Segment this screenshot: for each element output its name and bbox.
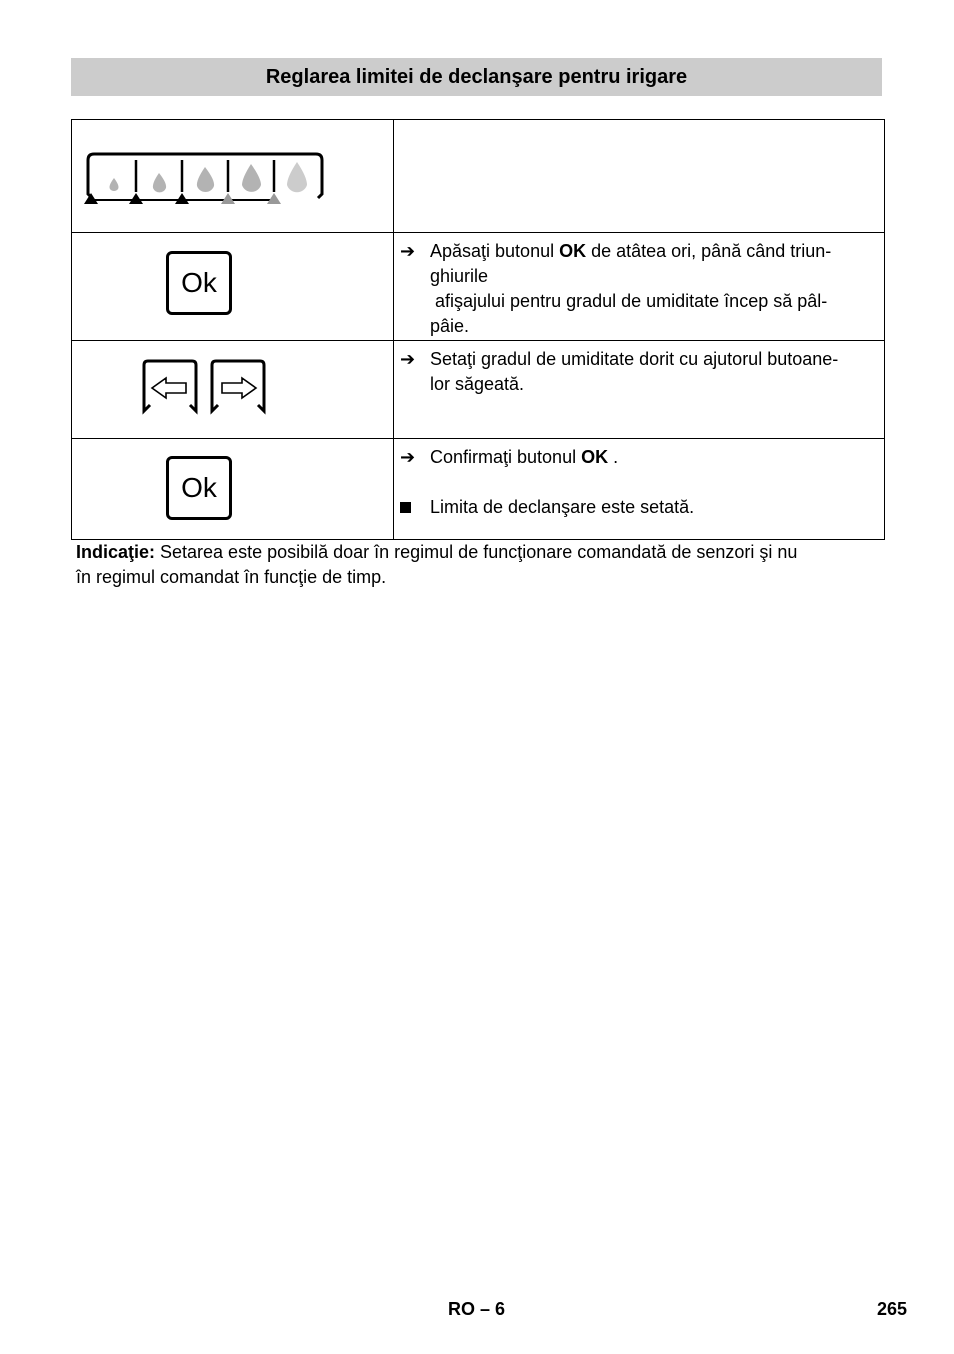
step-description-cell bbox=[394, 439, 885, 540]
section-heading: Reglarea limitei de declanşare pentru irigare bbox=[71, 58, 882, 96]
empty-description-cell bbox=[394, 120, 885, 233]
level-marker-icon bbox=[84, 193, 98, 204]
step-line: ➔ Confirmaţi butonul OK . bbox=[400, 445, 880, 470]
level-marker-icon bbox=[267, 193, 281, 204]
drop-icon bbox=[110, 178, 119, 191]
ok-key-cell bbox=[72, 439, 394, 540]
right-arrow-button-icon bbox=[210, 359, 266, 417]
step-line: afişajului pentru gradul de umiditate încep să pâl- bbox=[430, 291, 828, 311]
ok-button-icon: Ok bbox=[166, 251, 232, 315]
table-row bbox=[72, 341, 885, 439]
level-marker-icon bbox=[129, 193, 143, 204]
table-row bbox=[72, 120, 885, 233]
step-line: ➔ Setaţi gradul de umiditate dorit cu ajutorul butoane- bbox=[400, 347, 880, 372]
section-page-label: RO – 6 bbox=[448, 1299, 506, 1319]
step-line: lor săgeată. bbox=[430, 374, 525, 394]
drop-icon bbox=[153, 173, 166, 192]
step-description-cell bbox=[394, 233, 885, 341]
step-line: ghiurile bbox=[430, 266, 489, 286]
step-line: pâie. bbox=[430, 316, 470, 336]
note-label: Indicaţie: bbox=[76, 542, 156, 562]
note-text-continued: în regimul comandat în funcţie de timp. bbox=[76, 567, 387, 587]
step-line: ➔ Apăsaţi butonul OK de atâtea ori, până când triun- bbox=[400, 239, 880, 264]
arrow-bullet-icon: ➔ bbox=[400, 241, 416, 261]
display-icon-cell bbox=[72, 120, 394, 233]
arrow-bullet-icon: ➔ bbox=[400, 447, 416, 467]
drop-icon bbox=[242, 164, 261, 192]
instruction-table bbox=[71, 119, 885, 540]
square-bullet-icon bbox=[400, 502, 411, 513]
note-paragraph bbox=[76, 540, 888, 590]
arrow-keys-cell bbox=[72, 341, 394, 439]
ok-key-cell bbox=[72, 233, 394, 341]
table-row bbox=[72, 439, 885, 540]
level-marker-icon bbox=[221, 193, 235, 204]
table-row bbox=[72, 233, 885, 341]
left-arrow-button-icon bbox=[142, 359, 198, 417]
ok-button-icon: Ok bbox=[166, 456, 232, 520]
step-description-cell bbox=[394, 341, 885, 439]
humidity-display-icon bbox=[72, 120, 393, 227]
drop-icon bbox=[287, 162, 307, 192]
note-text: Setarea este posibilă doar în regimul de funcţionare comandată de senzori şi nu bbox=[155, 542, 798, 562]
result-line: Limita de declanşare este setată. bbox=[400, 495, 880, 520]
page-number: 265 bbox=[877, 1299, 908, 1319]
level-marker-icon bbox=[175, 193, 189, 204]
arrow-bullet-icon: ➔ bbox=[400, 349, 416, 369]
drop-icon bbox=[197, 167, 214, 192]
